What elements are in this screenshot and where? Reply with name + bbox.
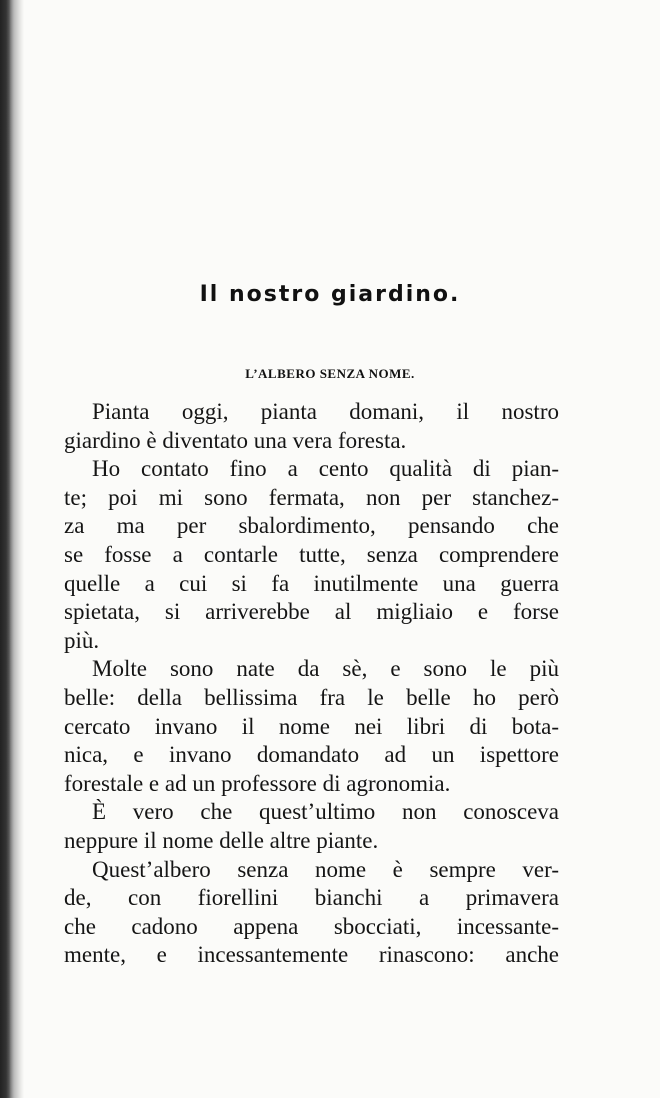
text-line: Quest’albero senza nome è sempre ver- [92, 856, 559, 882]
text-line: quelle a cui si fa inutilmente una guerra [64, 570, 559, 596]
text-line: Ho contato fino a cento qualità di pian- [92, 456, 559, 482]
text-line: cercato invano il nome nei libri di bota- [64, 713, 559, 739]
text-line: forestale e ad un professore di agronomia. [64, 770, 451, 796]
text-line: più. [64, 627, 100, 653]
text-line: spietata, si arriverebbe al migliaio e forse [64, 599, 559, 625]
text-line: È vero che quest’ultimo non conosceva [92, 799, 559, 825]
chapter-title: Il nostro giardino. [199, 282, 461, 307]
text-line: te; poi mi sono fermata, non per stanchez- [64, 484, 559, 510]
text-line: se fosse a contarle tutte, senza comprendere [64, 541, 559, 567]
text-line: belle: della bellissima fra le belle ho però [64, 684, 559, 710]
text-line: Molte sono nate da sè, e sono le più [92, 656, 559, 682]
text-line: de, con fiorellini bianchi a primavera [64, 885, 559, 911]
binding-edge [0, 0, 24, 1098]
text-line: giardino è diventato una vera foresta. [64, 427, 407, 453]
text-line: Pianta oggi, pianta domani, il nostro [92, 399, 559, 424]
body-text [64, 398, 559, 970]
text-line: neppure il nome delle altre piante. [64, 827, 379, 853]
text-line: che cadono appena sbocciati, incessante- [64, 913, 559, 939]
text-line: mente, e incessantemente rinascono: anche [64, 942, 559, 968]
text-line: za ma per sbalordimento, pensando che [64, 513, 559, 539]
text-line: nica, e invano domandato ad un ispettore [64, 742, 559, 768]
section-subtitle: L’ALBERO SENZA NOME. [245, 366, 415, 381]
